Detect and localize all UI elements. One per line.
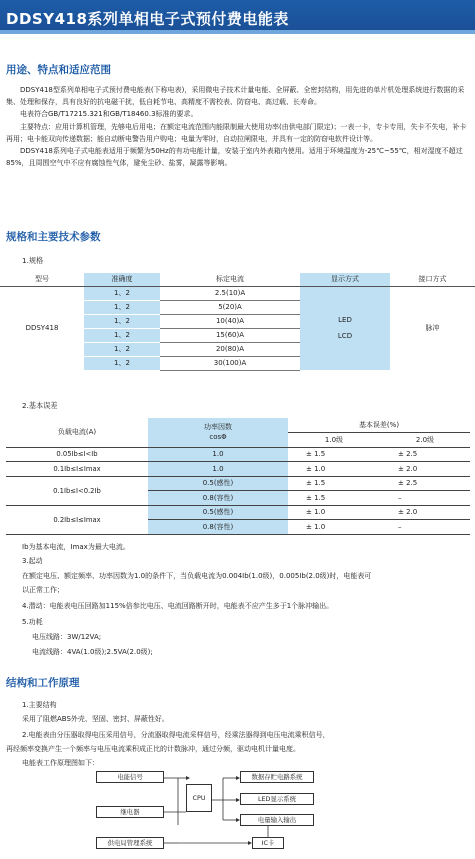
error-class2: ± 2.0 — [380, 462, 470, 477]
spec-header-interface: 接口方式 — [390, 273, 475, 286]
spec-header-model: 型号 — [0, 273, 84, 286]
spec-header-display: 显示方式 — [300, 273, 390, 286]
start-text-1: 在额定电压、额定频率、功率因数为1.0的条件下，当负载电流为0.004Ib(1.0级)，0.005Ib(2.0级)时，电能表可 — [22, 572, 372, 580]
principle-line-1: 2.电能表由分压器取得电压采用信号，分流器取得电流采样信号，经乘法器得到电压电流乘积信号， — [22, 731, 330, 739]
page-header — [0, 0, 475, 34]
error-header-basic: 基本误差(%) — [288, 418, 470, 433]
spec-accuracy: 1、2 — [84, 356, 160, 370]
voltage-line: 电压线路：3W/12VA; — [32, 633, 102, 641]
spec-current: 15(60)A — [160, 328, 300, 342]
diagram-connectors — [0, 760, 475, 855]
spec-display-led: LED — [338, 316, 352, 324]
error-header-pf — [148, 418, 288, 447]
table-row — [6, 476, 470, 491]
error-header-class1: 1.0级 — [288, 433, 380, 448]
working-principle-diagram — [0, 760, 475, 855]
error-current: 0.05Ib≤I<Ib — [6, 447, 148, 462]
error-class1: ± 1.5 — [288, 476, 380, 491]
note-ib: Ib为基本电流，Imax为最大电流。 — [22, 543, 130, 551]
usage-paragraph-2: 电表符合GB/T17215.321和GB/T18460.3标准的要求。 — [20, 110, 198, 119]
table-row — [6, 505, 470, 520]
spec-current: 10(40)A — [160, 314, 300, 328]
struct-label: 1.主要结构 — [22, 701, 57, 709]
error-header-pf-line1: 功率因数 — [204, 423, 232, 432]
spec-current: 30(100)A — [160, 356, 300, 370]
diagram-power-signal: 电能信号 — [96, 771, 164, 783]
diagram-led-display: LED显示系统 — [240, 793, 314, 805]
error-pf: 1.0 — [148, 447, 288, 462]
diagram-cpu: CPU — [186, 784, 212, 812]
diagram-label: 电能表工作原理图如下： — [22, 759, 99, 767]
error-class1: ± 1.5 — [288, 447, 380, 462]
table-row — [6, 447, 470, 462]
usage-paragraph-3: 主要特点：应用计算机管理，先够电后用电；在额定电流范围内能限制最大使用功率(由供电部门限定)；一表一卡，专卡专用，失卡不失电，补卡再用；电卡能双向传递数据；能自动断电警告用户购电；电量为零时，自动拉闸限电，并具有一定的防窃电软件设计等。 — [6, 122, 467, 143]
error-class2: – — [380, 520, 470, 535]
spec-header-row — [0, 273, 475, 286]
table-row — [0, 286, 475, 300]
diagram-io: 电量输入输出 — [240, 814, 314, 826]
error-class2: – — [380, 491, 470, 506]
current-line: 电流线路：4VA(1.0级);2.5VA(2.0级); — [32, 648, 153, 656]
spec-table — [0, 273, 475, 371]
error-current: 0.2Ib≤I≤Imax — [6, 505, 148, 534]
diagram-mgmt: 供电局管理系统 — [96, 837, 164, 849]
error-pf: 0.5(感性) — [148, 476, 288, 491]
spec-accuracy: 1、2 — [84, 314, 160, 328]
error-pf: 0.8(容性) — [148, 491, 288, 506]
spec-current: 5(20)A — [160, 300, 300, 314]
spec-label: 1.规格 — [22, 256, 44, 265]
diagram-relay: 继电器 — [96, 806, 164, 818]
spec-header-current: 标定电流 — [160, 273, 300, 286]
usage-paragraphs — [6, 84, 470, 169]
error-label: 2.基本误差 — [22, 401, 58, 410]
spec-interface: 脉冲 — [425, 324, 440, 333]
spec-accuracy: 1、2 — [84, 328, 160, 342]
spec-display — [300, 286, 390, 370]
section-title-usage: 用途、特点和适应范围 — [6, 64, 111, 76]
error-pf: 0.5(感性) — [148, 505, 288, 520]
spec-accuracy: 1、2 — [84, 300, 160, 314]
spec-accuracy: 1、2 — [84, 342, 160, 356]
header-band — [0, 30, 475, 34]
error-header-class2: 2.0级 — [380, 433, 470, 448]
error-class1: ± 1.0 — [288, 520, 380, 535]
error-pf: 0.8(容性) — [148, 520, 288, 535]
error-current: 0.1Ib≤I≤Imax — [6, 462, 148, 477]
page-title: DDSY418系列单相电子式预付费电能表 — [6, 10, 289, 28]
creep-text: 4.潜动：电能表电压回路加115%倍参比电压、电流回路断开时，电能表不应产生多于1个脉冲输出。 — [22, 602, 334, 610]
power-label: 5.功耗 — [22, 618, 43, 626]
start-label: 3.起动 — [22, 557, 43, 565]
usage-paragraph-4: DDSY418系列电子式电能表适用于频繁为50Hz的有功电能计量，安装于室内外表箱内使用。适用于环境温度为-25℃~55℃，相对湿度不超过85%，且周围空气中不应有腐蚀性气体，避免尘砂、盐雾，凝露等影响。 — [6, 147, 463, 168]
diagram-data-store: 数据存贮电路系统 — [240, 771, 314, 783]
spec-header-accuracy: 准确度 — [84, 273, 160, 286]
table-row — [6, 462, 470, 477]
spec-current: 20(80)A — [160, 342, 300, 356]
spec-accuracy: 1、2 — [84, 286, 160, 300]
error-header-pf-line2: cosΦ — [209, 433, 227, 442]
usage-paragraph-1: DDSY418型系列单相电子式预付费电能表(下称电表)，采用微电子技术计量电能、全屏蔽、全密封结构，用先进的单片机处理系统进行数据的采集、处理和保存，具有良好的抗电磁干扰，低自耗节电、高精度不需校表、防窃电、高过载、长寿命。 — [6, 86, 465, 107]
section-title-structure: 结构和工作原理 — [6, 677, 80, 689]
error-current: 0.1Ib≤I<0.2Ib — [6, 476, 148, 505]
error-class2: ± 2.5 — [380, 447, 470, 462]
error-class1: ± 1.0 — [288, 462, 380, 477]
struct-text: 采用了阻燃ABS外壳、坚固、密封、屏蔽性好。 — [22, 715, 169, 723]
error-class2: ± 2.0 — [380, 505, 470, 520]
section-title-specs: 规格和主要技术参数 — [6, 231, 101, 243]
spec-display-lcd: LCD — [337, 332, 353, 340]
diagram-ic-card: IC卡 — [252, 837, 284, 849]
error-header-current: 负载电流(A) — [6, 418, 148, 447]
principle-line-2: 再经频率变换产生一个频率与电压电流乘积成正比的计数脉冲，通过分频，驱动电机计量电度。 — [6, 745, 300, 753]
spec-model: DDSY418 — [25, 324, 59, 333]
error-table — [6, 418, 470, 535]
error-class1: ± 1.5 — [288, 491, 380, 506]
error-pf: 1.0 — [148, 462, 288, 477]
spec-current: 2.5(10)A — [160, 286, 300, 300]
start-text-2: 以正常工作； — [22, 586, 64, 594]
error-header-row — [6, 418, 470, 433]
error-class1: ± 1.0 — [288, 505, 380, 520]
error-class2: ± 2.5 — [380, 476, 470, 491]
